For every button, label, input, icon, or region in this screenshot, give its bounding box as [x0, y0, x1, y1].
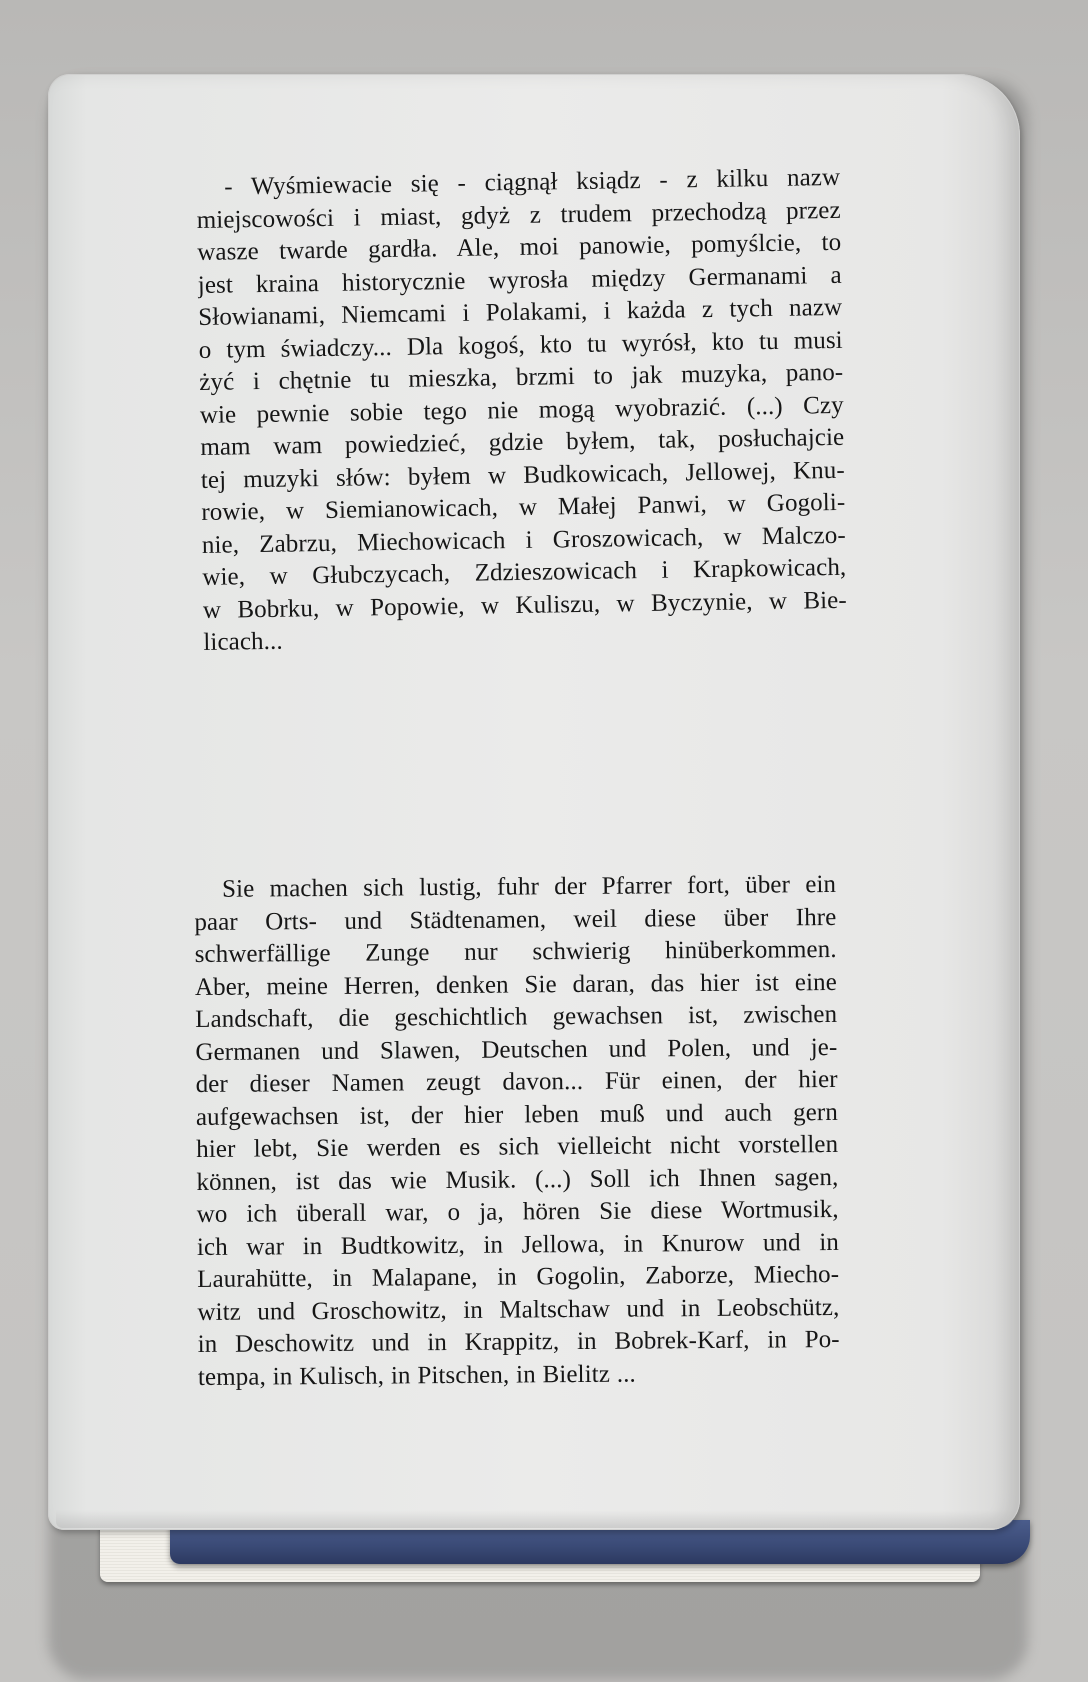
- polish-line: wie pewnie sobie tego nie mogą wyobrazić. (...) Czy: [199, 391, 844, 429]
- polish-line: nie, Zabrzu, Miechowicach i Groszowicach, w Malczo-: [201, 521, 846, 559]
- polish-line: rowie, w Siemianowicach, w Małej Panwi, w Gogoli-: [201, 488, 846, 526]
- german-line: Germanen und Slawen, Deutschen und Polen, und je-: [195, 1033, 838, 1066]
- german-line: tempa, in Kulisch, in Pitschen, in Bielitz ...: [197, 1360, 636, 1391]
- german-paragraph: [194, 869, 840, 1394]
- polish-paragraph: [196, 162, 848, 660]
- german-line: witz und Groschowitz, in Maltschaw und in Leobschütz,: [197, 1293, 840, 1326]
- german-line: schwerfällige Zunge nur schwierig hinüberkommen.: [194, 935, 837, 968]
- dust-jacket-bottom-edge: [56, 1510, 1016, 1528]
- polish-line: w Bobrku, w Popowie, w Kuliszu, w Byczynie, w Bie-: [202, 586, 848, 624]
- polish-line: miejscowości i miast, gdyż z trudem przechodzą przez: [196, 196, 841, 234]
- polish-line: wasze twarde gardła. Ale, moi panowie, pomyślcie, to: [197, 228, 842, 266]
- german-line: Sie machen sich lustig, fuhr der Pfarrer fort, über ein: [222, 870, 837, 903]
- polish-line: jest kraina historycznie wyrosła między Germanami a: [197, 261, 842, 299]
- polish-line: o tym świadczy... Dla kogoś, kto tu wyrósł, kto tu musi: [198, 326, 843, 364]
- german-line: aufgewachsen ist, der hier leben muß und auch gern: [195, 1098, 838, 1131]
- polish-line: Słowianami, Niemcami i Polakami, i każda z tych nazw: [198, 293, 843, 331]
- polish-line: mam wam powiedzieć, gdzie byłem, tak, posłuchajcie: [200, 423, 845, 461]
- german-line: in Deschowitz und in Krappitz, in Bobrek-Karf, in Po-: [197, 1325, 840, 1358]
- german-line: können, ist das wie Musik. (...) Soll ich Ihnen sagen,: [196, 1163, 839, 1196]
- german-line: Aber, meine Herren, denken Sie daran, das hier ist eine: [194, 968, 837, 1001]
- german-line: Laurahütte, in Malapane, in Gogolin, Zaborze, Miecho-: [197, 1260, 840, 1293]
- german-line: der dieser Namen zeugt davon... Für einen, der hier: [195, 1065, 838, 1098]
- german-line: Landschaft, die geschichtlich gewachsen ist, zwischen: [195, 1000, 838, 1033]
- polish-line: - Wyśmiewacie się - ciągnął ksiądz - z kilku nazw: [224, 163, 841, 201]
- german-line: wo ich überall war, o ja, hören Sie diese Wortmusik,: [196, 1195, 839, 1228]
- polish-line: tej muzyki słów: byłem w Budkowicach, Jellowej, Knu-: [200, 456, 845, 494]
- polish-line: wie, w Głubczycach, Zdzieszowicach i Krapkowicach,: [202, 553, 847, 591]
- polish-line: licach...: [203, 627, 283, 656]
- german-line: hier lebt, Sie werden es sich vielleicht nicht vorstellen: [196, 1130, 839, 1163]
- german-line: ich war in Budtkowitz, in Jellowa, in Knurow und in: [196, 1228, 840, 1261]
- german-line: paar Orts- und Städtenamen, weil diese über Ihre: [194, 903, 837, 936]
- polish-line: żyć i chętnie tu mieszka, brzmi to jak muzyka, pano-: [199, 358, 844, 396]
